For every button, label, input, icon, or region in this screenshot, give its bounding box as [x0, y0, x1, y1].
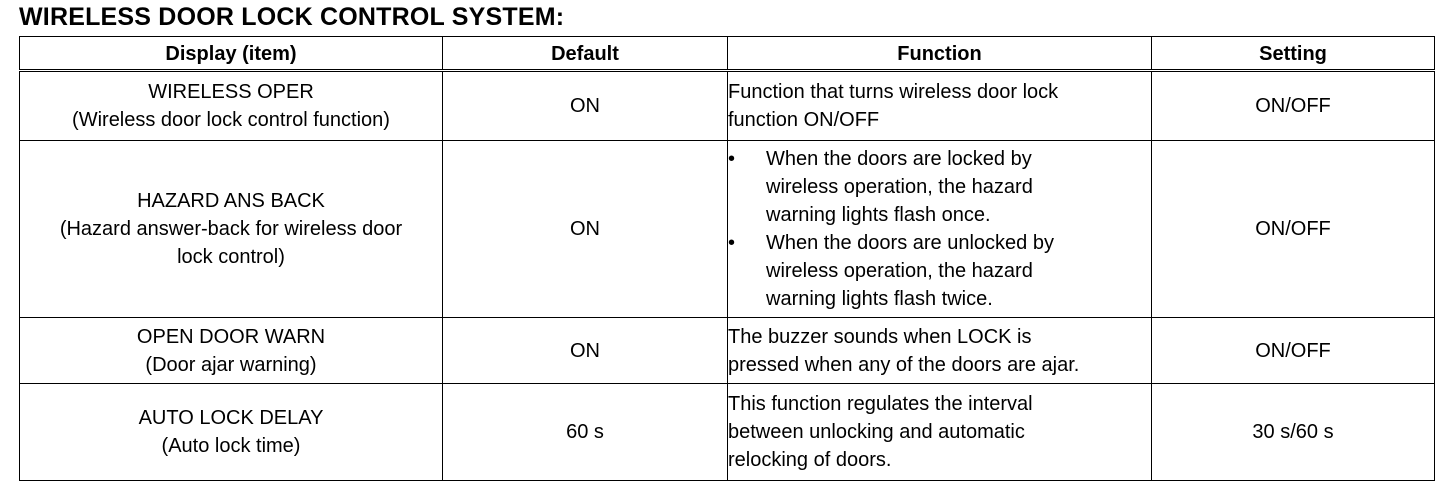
- function-cell: [728, 318, 1152, 384]
- default-value: 60 s: [443, 384, 728, 481]
- function-text: warning lights flash twice.: [766, 288, 993, 310]
- function-text: relocking of doors.: [728, 449, 892, 471]
- function-bullet-item: [728, 229, 1151, 313]
- table-row: [20, 141, 1435, 318]
- function-text: The buzzer sounds when LOCK is: [728, 325, 1032, 348]
- display-item-description: (Door ajar warning): [145, 353, 317, 376]
- function-text: pressed when any of the doors are ajar.: [728, 353, 1080, 376]
- display-item-name: HAZARD ANS BACK: [137, 190, 325, 212]
- setting-value: ON/OFF: [1152, 141, 1435, 318]
- function-text: When the doors are unlocked by: [766, 232, 1054, 254]
- header-display-item: Display (item): [20, 37, 443, 71]
- display-item-cell: [20, 384, 443, 481]
- function-text: wireless operation, the hazard: [766, 176, 1033, 198]
- display-item-description: (Wireless door lock control function): [72, 109, 390, 131]
- setting-value: 30 s/60 s: [1152, 384, 1435, 481]
- function-text: When the doors are locked by: [766, 148, 1032, 170]
- function-cell: [728, 71, 1152, 141]
- function-cell: [728, 141, 1152, 318]
- table-header-row: [20, 37, 1435, 71]
- header-function: Function: [728, 37, 1152, 71]
- header-default: Default: [443, 37, 728, 71]
- setting-value: ON/OFF: [1152, 318, 1435, 384]
- display-item-name: OPEN DOOR WARN: [136, 325, 326, 348]
- display-item-cell: [20, 71, 443, 141]
- display-item-description: (Hazard answer-back for wireless door: [59, 218, 403, 240]
- bullet-icon: •: [728, 232, 736, 254]
- function-text: between unlocking and automatic: [728, 421, 1025, 443]
- header-setting: Setting: [1152, 37, 1435, 71]
- function-text: This function regulates the interval: [728, 393, 1033, 415]
- default-value: ON: [443, 318, 728, 384]
- display-item-name: WIRELESS OPER: [148, 81, 314, 103]
- table-row: [20, 71, 1435, 141]
- function-cell: [728, 384, 1152, 481]
- function-text: warning lights flash once.: [766, 204, 991, 226]
- table-row: [20, 318, 1435, 384]
- function-text: function ON/OFF: [728, 109, 880, 131]
- function-text: wireless operation, the hazard: [766, 260, 1033, 282]
- display-item-name: AUTO LOCK DELAY: [138, 407, 324, 429]
- default-value: ON: [443, 141, 728, 318]
- display-item-description: (Auto lock time): [161, 435, 301, 457]
- display-item-description: lock control): [177, 246, 285, 268]
- settings-table: [19, 36, 1435, 481]
- default-value: ON: [443, 71, 728, 141]
- bullet-icon: •: [728, 148, 736, 170]
- setting-value: ON/OFF: [1152, 71, 1435, 141]
- table-row: [20, 384, 1435, 481]
- function-text: Function that turns wireless door lock: [728, 81, 1059, 103]
- page-title: WIRELESS DOOR LOCK CONTROL SYSTEM:: [19, 3, 565, 31]
- function-bullet-item: [728, 145, 1151, 229]
- display-item-cell: [20, 141, 443, 318]
- display-item-cell: [20, 318, 443, 384]
